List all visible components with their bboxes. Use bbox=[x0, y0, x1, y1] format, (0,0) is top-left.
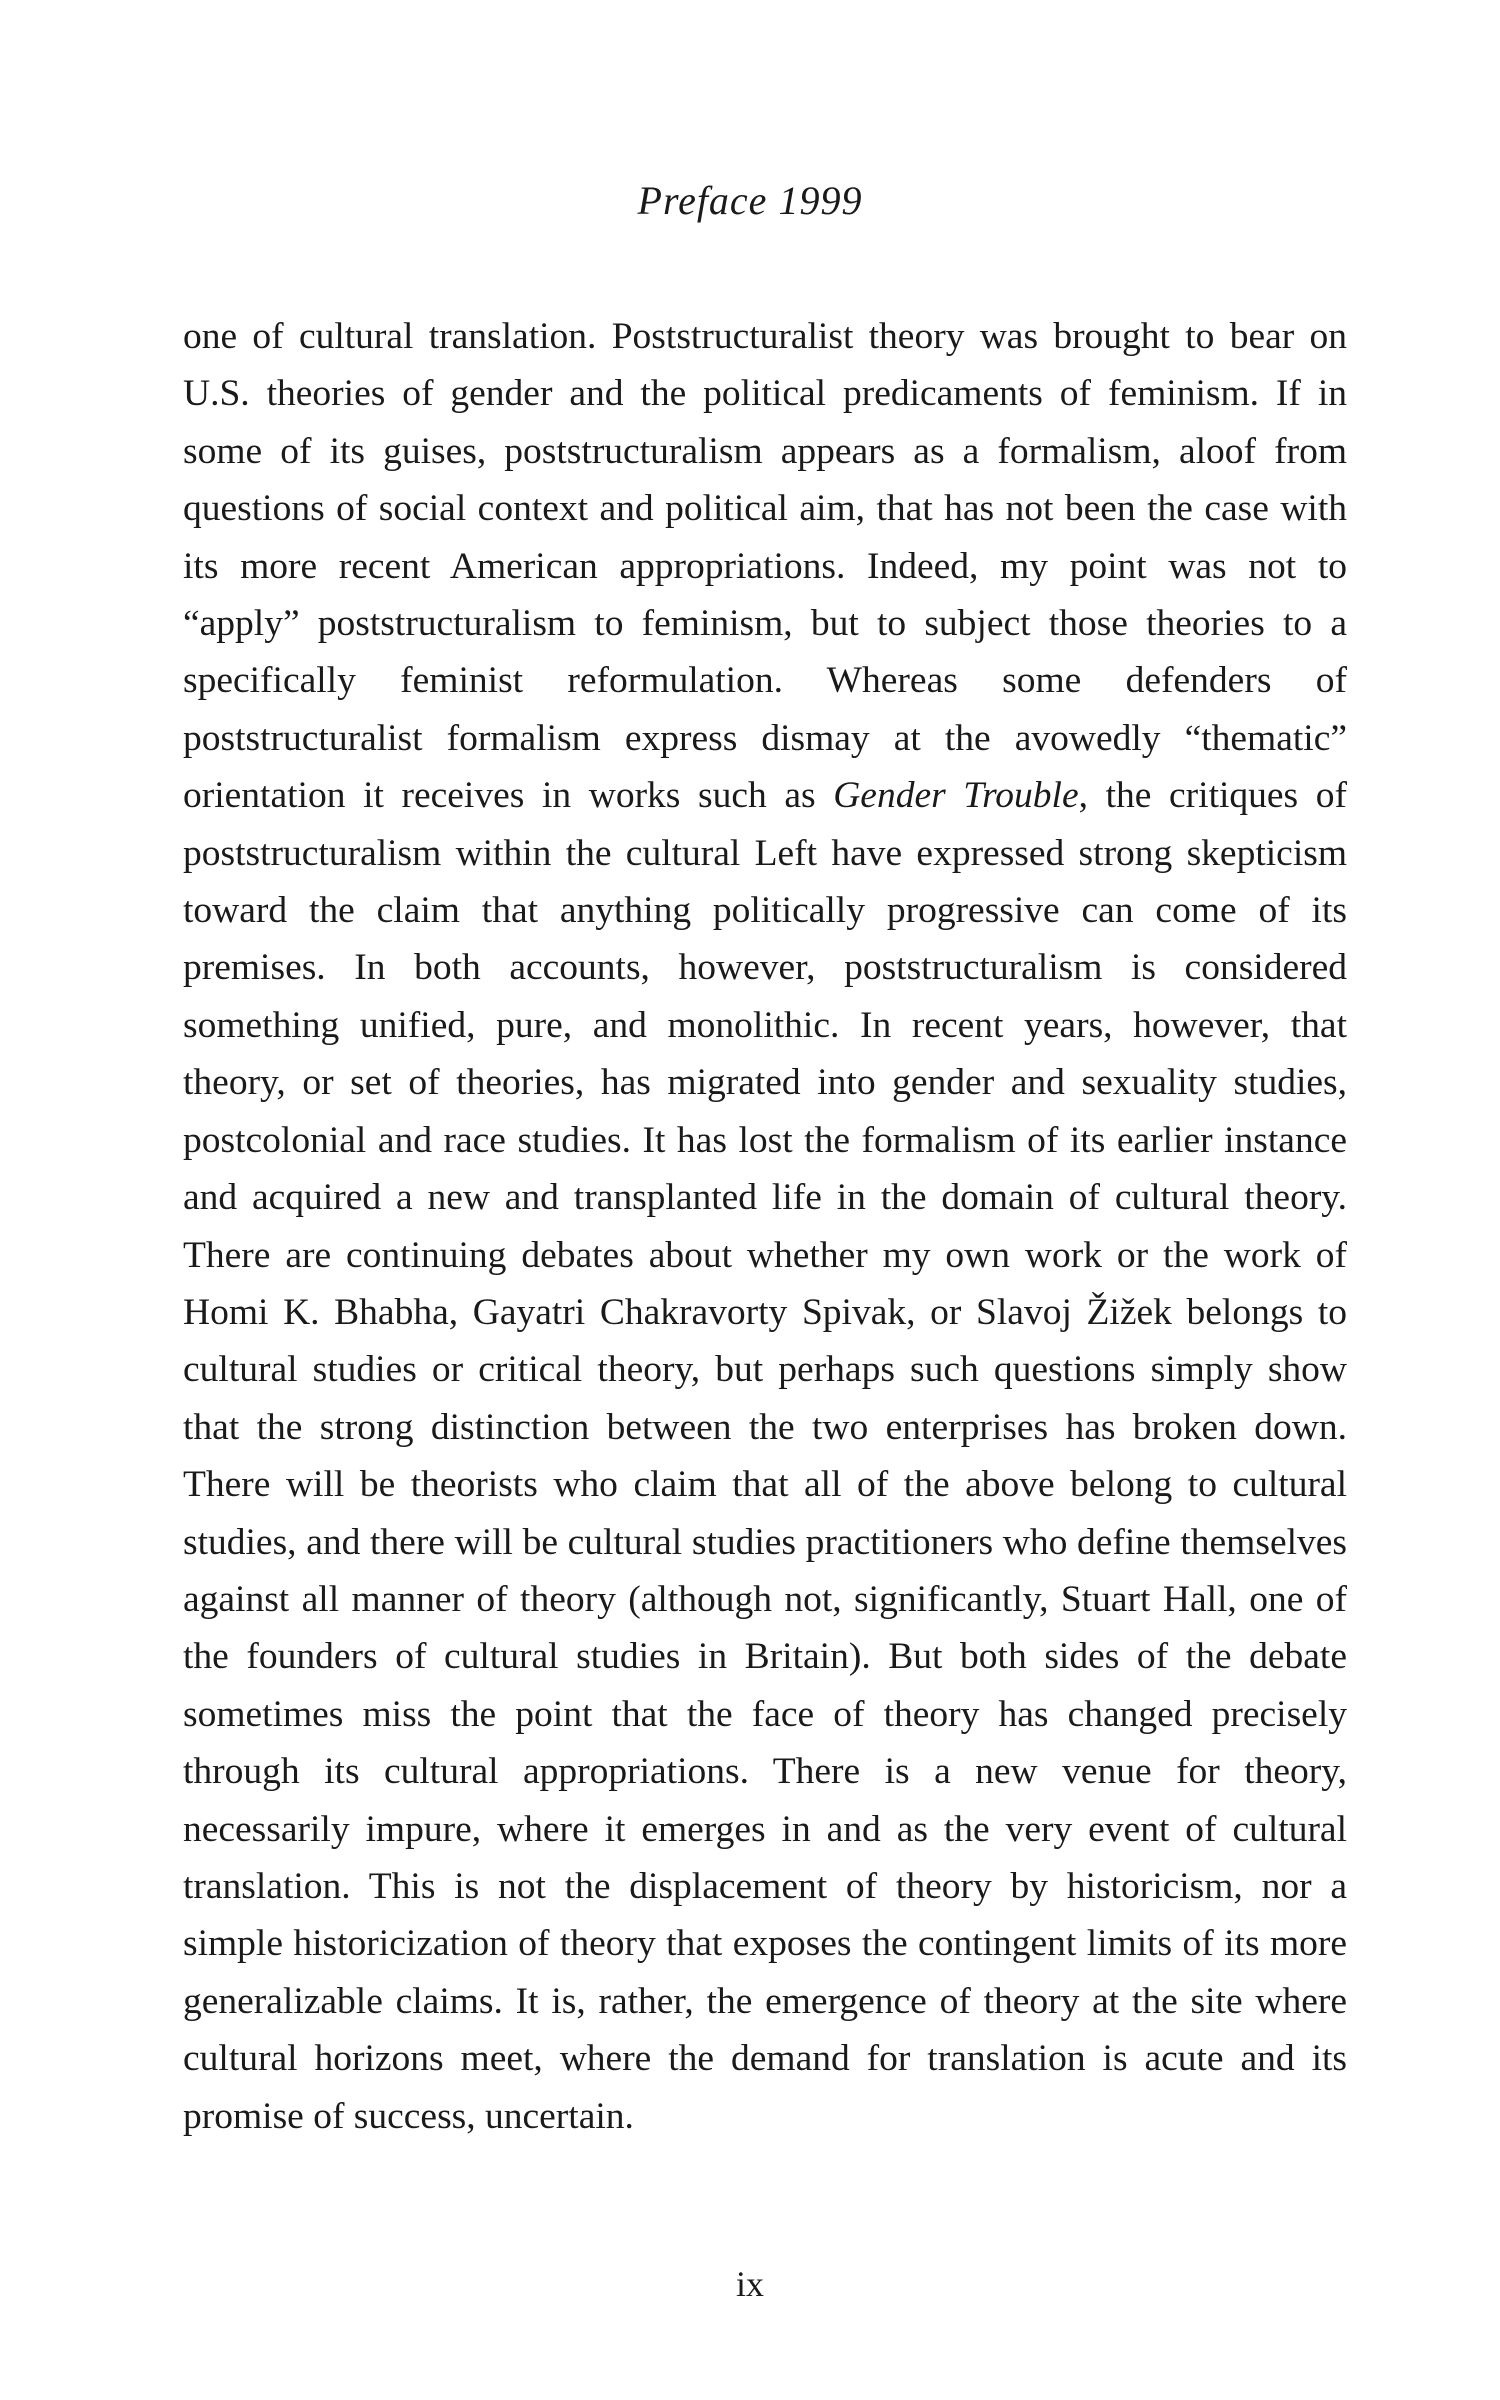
body-paragraph bbox=[183, 308, 1347, 2145]
page-number: ix bbox=[735, 2264, 764, 2304]
running-head: Preface 1999 bbox=[637, 178, 863, 223]
paragraph-text-start: one of cultural translation. Poststructuralist theory was brought to bear on U.S. theories of gender and the political predicaments of feminism. If in some of its guises, poststructuralism appears as a formalism, aloof from questions of social context and political aim, that has not been the case with its more recent American appropriations. Indeed, my point was not to “apply” poststructuralism to feminism, but to subject those theories to a specifically feminist reformulation. Whereas some defenders of poststructuralist formalism express dismay at the avowedly “thematic” orientation it receives in works such as bbox=[183, 316, 1347, 817]
paragraph-text-end: , the critiques of poststructuralism within the cultural Left have expressed strong skepticism toward the claim that anything politically progressive can come of its premises. In both accounts, however, poststructuralism is considered something unified, pure, and monolithic. In recent years, however, that theory, or set of theories, has migrated into gender and sexuality studies, postcolonial and race studies. It has lost the formalism of its earlier instance and acquired a new and transplanted life in the domain of cultural theory. There are continuing debates about whether my own work or the work of Homi K. Bhabha, Gayatri Chakravorty Spivak, or Slavoj Žižek belongs to cultural studies or critical theory, but perhaps such questions simply show that the strong distinction between the two enterprises has broken down. There will be theorists who claim that all of the above belong to cultural studies, and there will be cultural studies practitioners who define themselves against all manner of theory (although not, significantly, Stuart Hall, one of the founders of cultural studies in Britain). But both sides of the debate sometimes miss the point that the face of theory has changed precisely through its cultural appropriations. There is a new venue for theory, necessarily impure, where it emerges in and as the very event of cultural translation. This is not the displacement of theory by historicism, nor a simple historicization of theory that exposes the contingent limits of its more generalizable claims. It is, rather, the emergence of theory at the site where cultural horizons meet, where the demand for translation is acute and its promise of success, uncertain. bbox=[183, 775, 1347, 2137]
book-title: Gender Trouble bbox=[833, 775, 1079, 817]
